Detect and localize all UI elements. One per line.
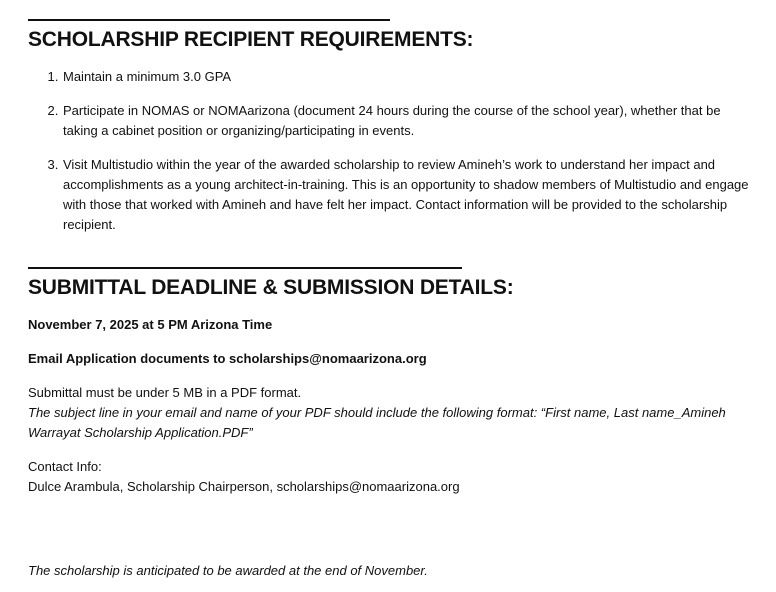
- section-divider-submittal: [28, 267, 462, 269]
- section-divider-requirements: [28, 19, 390, 21]
- requirement-item-multistudio-visit: 3. Visit Multistudio within the year of the awarded scholarship to review Amineh’s work to understand her impact and accomplishments as a young architect-in-training. This is an opportunity to shadow members of Multistudio and engage with those that worked with Amineh and have felt her impact. Contact information will be provided to the scholarship recipient.: [62, 155, 758, 235]
- submittal-deadline: November 7, 2025 at 5 PM Arizona Time: [28, 317, 273, 332]
- submittal-heading: SUBMITTAL DEADLINE & SUBMISSION DETAILS:: [28, 276, 514, 299]
- document-page: [28, 0, 758, 497]
- contact-info-value: Dulce Arambula, Scholarship Chairperson, scholarships@nomaarizona.org: [28, 479, 460, 494]
- submittal-format-requirement: Submittal must be under 5 MB in a PDF format.: [28, 385, 302, 400]
- requirement-item-participation: 2. Participate in NOMAS or NOMAarizona (document 24 hours during the course of the school year), whether that be taking a cabinet position or organizing/participating in events.: [62, 101, 758, 141]
- requirements-heading: SCHOLARSHIP RECIPIENT REQUIREMENTS:: [28, 28, 474, 51]
- contact-info-label: Contact Info:: [28, 459, 102, 474]
- requirements-list: [28, 67, 758, 235]
- requirement-item-gpa: 1. Maintain a minimum 3.0 GPA: [62, 67, 758, 87]
- submittal-subject-line-format: The subject line in your email and name of your PDF should include the following format: “First name, Last name_Amineh Warrayat Scholarship Application.PDF”: [28, 405, 726, 440]
- submittal-email-instruction: Email Application documents to scholarships@nomaarizona.org: [28, 351, 427, 366]
- award-timing-note: The scholarship is anticipated to be awarded at the end of November.: [28, 563, 428, 578]
